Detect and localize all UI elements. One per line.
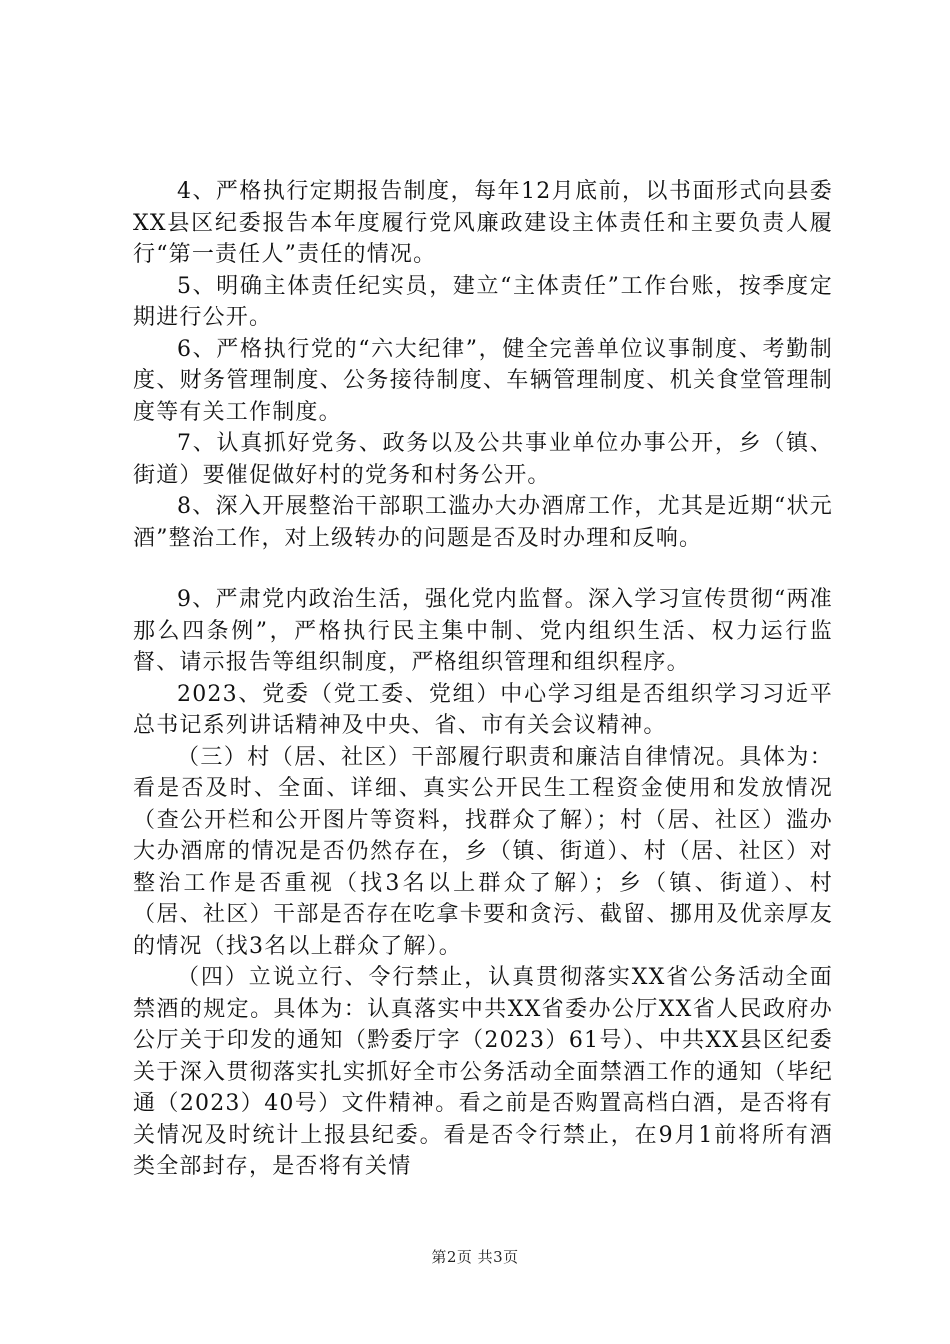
- paragraph-6-six-disciplines: 6、严格执行党的“六大纪律”，健全完善单位议事制度、考勤制度、财务管理制度、公务接待制度、车辆管理制度、机关食堂管理制度等有关工作制度。: [133, 336, 833, 425]
- paragraph-2023-study-group: 2023、党委（党工委、党组）中心学习组是否组织学习习近平总书记系列讲话精神及中央、省、市有关会议精神。: [133, 681, 833, 738]
- paragraph-section-4-alcohol-ban: （四）立说立行、令行禁止，认真贯彻落实XX省公务活动全面禁酒的规定。具体为：认真落实中共XX省委办公厅XX省人民政府办公厅关于印发的通知（黔委厅字（2023）61号）、中共XX县区纪委关于深入贯彻落实扎实抓好全市公务活动全面禁酒工作的通知（毕纪通（2023）40号）文件精神。看之前是否购置高档白酒，是否将有关情况及时统计上报县纪委。看是否令行禁止，在9月1前将所有酒类全部封存，是否将有关情: [133, 965, 833, 1179]
- page-number-footer: 第2页 共3页: [431, 1248, 519, 1266]
- paragraph-4-regular-reporting: 4、严格执行定期报告制度，每年12月底前，以书面形式向县委XX县区纪委报告本年度履行党风廉政建设主体责任和主要负责人履行“第一责任人”责任的情况。: [133, 179, 833, 267]
- paragraph-8-banquet-rectification: 8、深入开展整治干部职工滥办大办酒席工作，尤其是近期“状元酒”整治工作，对上级转办的问题是否及时办理和反响。: [133, 494, 833, 551]
- paragraph-9-party-political-life: 9、严肃党内政治生活，强化党内监督。深入学习宣传贯彻“两准那么四条例”，严格执行民主集中制、党内组织生活、权力运行监督、请示报告等组织制度，严格组织管理和组织程序。: [133, 587, 833, 675]
- paragraph-7-affairs-disclosure: 7、认真抓好党务、政务以及公共事业单位办事公开，乡（镇、街道）要催促做好村的党务和村务公开。: [133, 431, 833, 488]
- paragraph-5-responsibility-recorder: 5、明确主体责任纪实员，建立“主体责任”工作台账，按季度定期进行公开。: [133, 273, 833, 330]
- document-body: [133, 176, 833, 1183]
- paragraph-section-3-village-cadres: （三）村（居、社区）干部履行职责和廉洁自律情况。具体为：看是否及时、全面、详细、真实公开民生工程资金使用和发放情况（查公开栏和公开图片等资料，找群众了解）；村（居、社区）滥办大办酒席的情况是否仍然存在，乡（镇、街道）、村（居、社区）对整治工作是否重视（找3名以上群众了解）；乡（镇、街道）、村（居、社区）干部是否存在吃拿卡要和贪污、截留、挪用及优亲厚友的情况（找3名以上群众了解）。: [133, 744, 833, 959]
